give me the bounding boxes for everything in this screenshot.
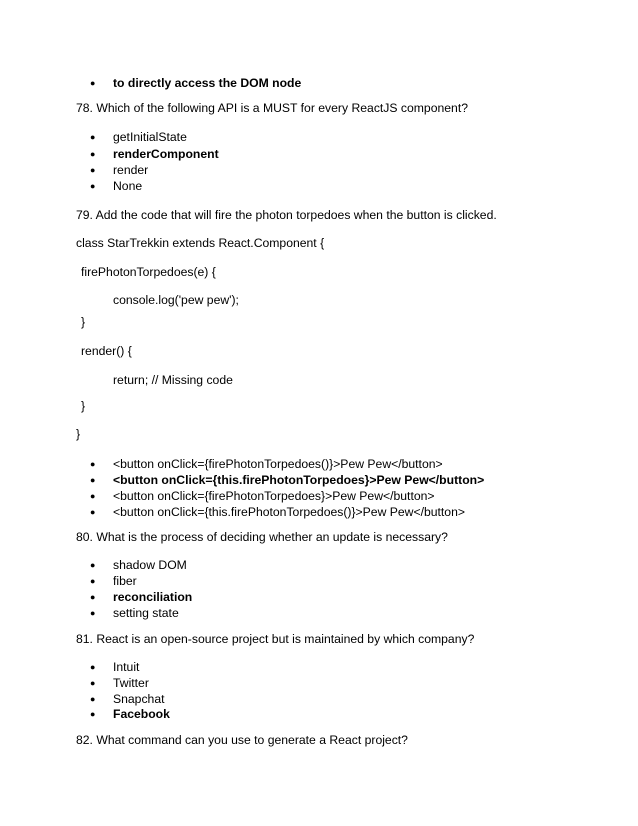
bullet-icon: ● [90, 662, 96, 672]
bullet-icon: ● [90, 165, 96, 175]
option-text: reconciliation [113, 590, 193, 604]
code-line: console.log('pew pew'); [113, 293, 239, 307]
code-line: return; // Missing code [113, 373, 233, 387]
list-item [90, 179, 142, 193]
option-text: getInitialState [113, 130, 187, 144]
option-text: <button onClick={this.firePhotonTorpedoes}>Pew Pew</button> [113, 473, 485, 487]
list-item [90, 473, 484, 487]
bullet-icon: ● [90, 592, 96, 602]
option-text: <button onClick={firePhotonTorpedoes()}>Pew Pew</button> [113, 457, 443, 471]
bullet-icon: ● [90, 507, 96, 517]
list-item [90, 457, 443, 471]
list-item [90, 606, 179, 620]
list-item [90, 147, 219, 161]
list-item [90, 130, 187, 144]
code-line: } [76, 427, 81, 441]
bullet-icon: ● [90, 149, 96, 159]
list-item [90, 590, 192, 604]
option-text: Intuit [113, 660, 140, 674]
option-text: Facebook [113, 707, 170, 721]
bullet-icon: ● [90, 694, 96, 704]
bullet-icon: ● [90, 709, 96, 719]
list-item [90, 163, 148, 177]
option-text: None [113, 179, 143, 193]
bullet-icon: ● [90, 78, 96, 88]
bullet-icon: ● [90, 576, 96, 586]
list-item [90, 676, 149, 690]
bullet-icon: ● [90, 459, 96, 469]
list-item [90, 505, 465, 519]
question-78: 78. Which of the following API is a MUST for every ReactJS component? [76, 101, 468, 115]
option-text: Snapchat [113, 692, 165, 706]
list-item [90, 692, 165, 706]
option-text: to directly access the DOM node [113, 76, 302, 90]
list-item [90, 558, 187, 572]
bullet-icon: ● [90, 181, 96, 191]
bullet-icon: ● [90, 132, 96, 142]
bullet-icon: ● [90, 491, 96, 501]
list-item [90, 489, 435, 503]
question-81: 81. React is an open-source project but is maintained by which company? [76, 632, 475, 646]
question-80: 80. What is the process of deciding whether an update is necessary? [76, 530, 448, 544]
option-text: shadow DOM [113, 558, 187, 572]
option-text: render [113, 163, 149, 177]
option-text: <button onClick={this.firePhotonTorpedoes()}>Pew Pew</button> [113, 505, 465, 519]
option-text: setting state [113, 606, 179, 620]
bullet-icon: ● [90, 475, 96, 485]
option-text: fiber [113, 574, 137, 588]
bullet-icon: ● [90, 678, 96, 688]
list-item [90, 707, 170, 721]
option-text: <button onClick={firePhotonTorpedoes}>Pew Pew</button> [113, 489, 435, 503]
code-line: firePhotonTorpedoes(e) { [81, 265, 216, 279]
bullet-icon: ● [90, 560, 96, 570]
code-line: } [81, 315, 86, 329]
list-item [90, 574, 137, 588]
code-line: } [81, 399, 86, 413]
option-text: Twitter [113, 676, 149, 690]
question-82: 82. What command can you use to generate a React project? [76, 733, 408, 747]
bullet-icon: ● [90, 608, 96, 618]
question-79: 79. Add the code that will fire the photon torpedoes when the button is clicked. [76, 208, 497, 222]
list-item [90, 76, 301, 90]
option-text: renderComponent [113, 147, 219, 161]
code-line: class StarTrekkin extends React.Component { [76, 236, 325, 250]
list-item [90, 660, 139, 674]
code-line: render() { [81, 344, 132, 358]
